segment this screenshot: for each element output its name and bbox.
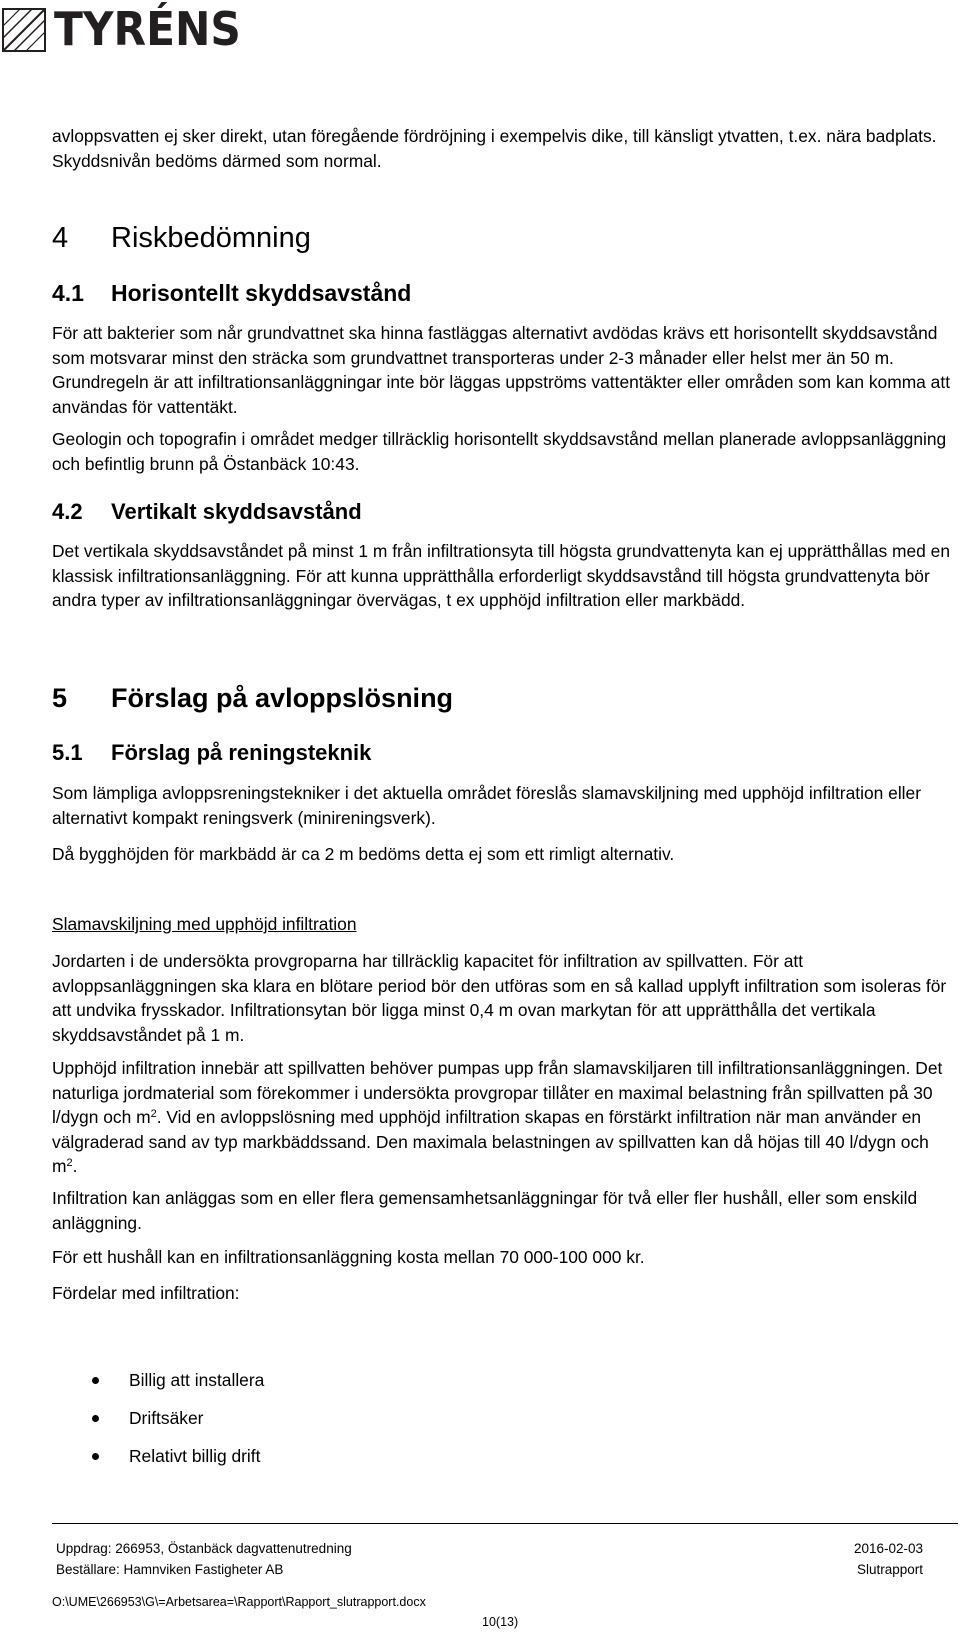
tyrens-logo-icon	[2, 8, 46, 52]
section-title: Förslag på avloppslösning	[111, 683, 454, 713]
footer-date: 2016-02-03	[853, 1541, 923, 1556]
paragraph: Geologin och topografin i området medger tillräcklig horisontellt skyddsavstånd mellan planerade avloppsanläggning och befintlig brunn på Östanbäck 10:43.	[52, 429, 947, 474]
page-number: 10(13)	[482, 1615, 519, 1629]
company-logo	[0, 0, 260, 56]
advantages-list	[52, 1368, 264, 1482]
section-4-heading	[52, 221, 311, 255]
paragraph: Infiltration kan anläggas som en eller flera gemensamhetsanläggningar för två eller fler hushåll, eller som enskild anläggning.	[52, 1188, 918, 1233]
section-number: 4	[52, 222, 69, 254]
footer-divider	[52, 1523, 958, 1524]
paragraph: För att bakterier som når grundvattnet ska hinna fastläggas alternativt avdödas krävs ett horisontellt skyddsavstånd som motsvarar minst den sträcka som grundvattnet transporteras under 2-3 månader eller helst mer än 50 m. Grundregeln är att infiltrationsanläggningar inte bör läggas uppströms vattentäkter eller områden som kan komma att användas för vattentäkt.	[52, 323, 951, 417]
bullet-icon	[92, 1453, 99, 1460]
section-number: 5	[52, 683, 68, 713]
superscript: 2	[66, 1157, 73, 1169]
section-number: 5.1	[52, 740, 83, 765]
bullet-icon	[92, 1415, 99, 1422]
section-5-heading	[52, 681, 453, 715]
list-item	[52, 1444, 264, 1482]
logo-wordmark: TYRÉNS	[54, 2, 241, 56]
text-run: .	[72, 1156, 78, 1176]
footer-file-path: O:\UME\266953\G\=Arbetsarea=\Rapport\Rapport_slutrapport.docx	[52, 1595, 426, 1609]
footer-uppdrag: Uppdrag: 266953, Östanbäck dagvattenutredning	[56, 1541, 352, 1556]
section-number: 4.1	[52, 280, 84, 306]
section-number: 4.2	[52, 499, 83, 524]
paragraph: Jordarten i de undersökta provgroparna har tillräcklig kapacitet för infiltration av spillvatten. För att avloppsanläggningen ska klara en blötare period bör den utföras som en så kallad upplyft infiltration som isoleras för att undvika frysskador. Infiltrationsytan bör ligga minst 0,4 m ovan markytan för att upprätthålla det vertikala skyddsavståndet på 1 m.	[52, 951, 947, 1045]
paragraph: För ett hushåll kan en infiltrationsanläggning kosta mellan 70 000-100 000 kr.	[52, 1247, 645, 1267]
list-item-text: Billig att installera	[129, 1370, 265, 1390]
section-4-1-heading	[52, 278, 411, 308]
subheading-slamavskiljning: Slamavskiljning med upphöjd infiltration	[52, 914, 357, 934]
list-item-text: Driftsäker	[129, 1408, 204, 1428]
footer-bestallare: Beställare: Hamnviken Fastigheter AB	[56, 1562, 284, 1577]
paragraph: Fördelar med infiltration:	[52, 1283, 240, 1303]
list-item	[52, 1406, 264, 1444]
paragraph: Då bygghöjden för markbädd är ca 2 m bedöms detta ej som ett rimligt alternativ.	[52, 844, 675, 864]
section-5-1-heading	[52, 738, 371, 768]
bullet-icon	[92, 1377, 99, 1384]
superscript: 2	[150, 1108, 157, 1120]
section-4-2-heading	[52, 497, 362, 527]
section-title: Vertikalt skyddsavstånd	[111, 499, 362, 524]
section-title: Horisontellt skyddsavstånd	[111, 280, 412, 306]
intro-paragraph: avloppsvatten ej sker direkt, utan föregående fördröjning i exempelvis dike, till känsligt ytvatten, t.ex. nära badplats. Skyddsnivån bedöms därmed som normal.	[52, 126, 937, 171]
list-item	[52, 1368, 264, 1406]
section-title: Förslag på reningsteknik	[111, 740, 372, 765]
footer-report-type: Slutrapport	[856, 1562, 923, 1577]
list-item-text: Relativt billig drift	[129, 1446, 261, 1466]
paragraph	[52, 1056, 952, 1179]
text-run: Upphöjd infiltration innebär att spillvatten behöver pumpas upp från slamavskiljaren till infiltrationsanläggningen. Det naturliga jordmaterial som förekommer i undersökta provgropar tillåter en maximal belastning från spillvatten på 30 l/dygn och m	[52, 1058, 943, 1127]
paragraph: Det vertikala skyddsavståndet på minst 1 m från infiltrationsyta till högsta grundvattenyta kan ej upprätthållas med en klassisk infiltrationsanläggning. För att kunna upprätthålla erforderligt skyddsavstånd till högsta grundvattenyta bör andra typer av infiltrationsanläggningar övervägas, t ex upphöjd infiltration eller markbädd.	[52, 541, 951, 610]
text-run: . Vid en avloppslösning med upphöjd infiltration skapas en förstärkt infiltration när man använder en välgraderad sand av typ markbäddssand. Den maximala belastningen av spillvatten kan då höjas till 40 l/dygn och m	[52, 1107, 929, 1176]
section-title: Riskbedömning	[111, 222, 311, 254]
paragraph: Som lämpliga avloppsreningstekniker i det aktuella området föreslås slamavskiljning med upphöjd infiltration eller alternativt kompakt reningsverk (minireningsverk).	[52, 783, 922, 828]
